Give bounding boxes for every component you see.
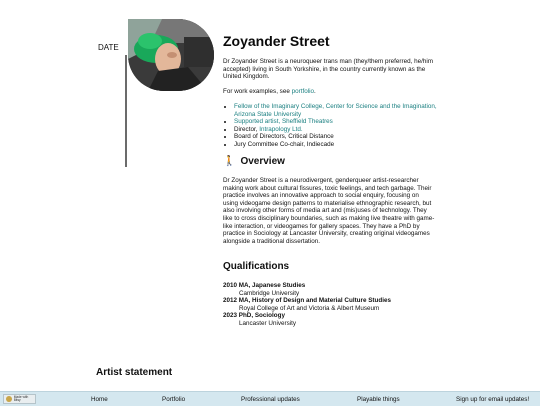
role-link-sheffield-theatres[interactable]: Supported artist, Sheffield Theatres <box>234 118 333 126</box>
bottom-navbar <box>0 391 540 406</box>
qualification-item <box>223 312 438 327</box>
qualification-item <box>223 297 438 312</box>
qualifications-list <box>223 282 438 328</box>
timeline-bar <box>125 55 127 167</box>
badge-text: Made with Bitsy <box>13 394 29 402</box>
made-with-badge[interactable] <box>3 394 36 404</box>
work-suffix: . <box>314 88 316 95</box>
overview-text: Dr Zoyander Street is a neurodivergent, genderqueer artist-researcher making work about cultural fissures, toxic feelings, and tech garbage. Their practice involves an innovative approach to social enquiry, focusing on using videogame design patterns to materialise ethnographic research, but also involving other forms of media art and (mis)uses of technology. They like to cross disciplinary boundaries, such as making live theatre with game-like interaction, or videogames for gallery spaces. They have a PhD by practice in Sociology at Lancaster University, creating original videogames alongside a traditional dissertation. <box>223 177 435 245</box>
avatar-photo <box>128 19 214 91</box>
work-examples <box>223 88 435 96</box>
qualification-institution: Royal College of Art and Victoria & Albert Museum <box>239 304 380 312</box>
work-prefix: For work examples, see <box>223 88 292 95</box>
qualification-title: MA, Japanese Studies <box>238 282 306 289</box>
walking-person-icon: 🚶 <box>223 156 236 167</box>
role-item <box>234 126 449 134</box>
role-link-intrapology[interactable]: Intrapology Ltd. <box>259 125 303 133</box>
qualifications-heading: Qualifications <box>223 261 290 272</box>
nav-home[interactable]: Home <box>91 396 108 403</box>
badge-logo-icon <box>6 396 12 402</box>
role-item <box>234 133 449 141</box>
artist-statement-heading: Artist statement <box>96 367 173 378</box>
qualification-year: 2010 <box>223 282 238 289</box>
avatar <box>128 19 214 91</box>
role-text: Jury Committee Co-chair, Indiecade <box>234 140 335 148</box>
overview-title: Overview <box>240 156 285 167</box>
portfolio-link[interactable]: portfolio <box>291 88 314 95</box>
role-item <box>234 103 449 118</box>
overview-heading <box>223 156 285 168</box>
qualification-title: PhD, Sociology <box>238 312 285 320</box>
role-item <box>234 118 449 126</box>
date-label: DATE <box>98 43 119 52</box>
nav-email-signup[interactable]: Sign up for email updates! <box>456 396 530 403</box>
nav-professional-updates[interactable]: Professional updates <box>241 396 300 403</box>
qualification-title: MA, History of Design and Material Culture Studies <box>238 297 391 305</box>
role-item <box>234 141 449 149</box>
qualification-item <box>223 282 438 297</box>
role-link-imaginary-college[interactable]: Fellow of the Imaginary College, Center for Science and the Imagination, Arizona State University <box>234 103 437 118</box>
qualification-year: 2023 <box>223 312 238 320</box>
qualification-institution: Cambridge University <box>239 289 300 297</box>
nav-playable-things[interactable]: Playable things <box>357 396 400 403</box>
bio-paragraph: Dr Zoyander Street is a neuroqueer trans man (they/them preferred, he/him accepted) living in South Yorkshire, in the country currently known as the United Kingdom. <box>223 58 433 81</box>
qualification-institution: Lancaster University <box>239 319 297 327</box>
role-prefix: Director, <box>234 125 260 133</box>
qualification-year: 2012 <box>223 297 238 305</box>
nav-portfolio[interactable]: Portfolio <box>162 396 186 403</box>
role-text: Board of Directors, Critical Distance <box>234 133 334 141</box>
roles-list <box>223 103 449 149</box>
page-title: Zoyander Street <box>223 33 330 49</box>
